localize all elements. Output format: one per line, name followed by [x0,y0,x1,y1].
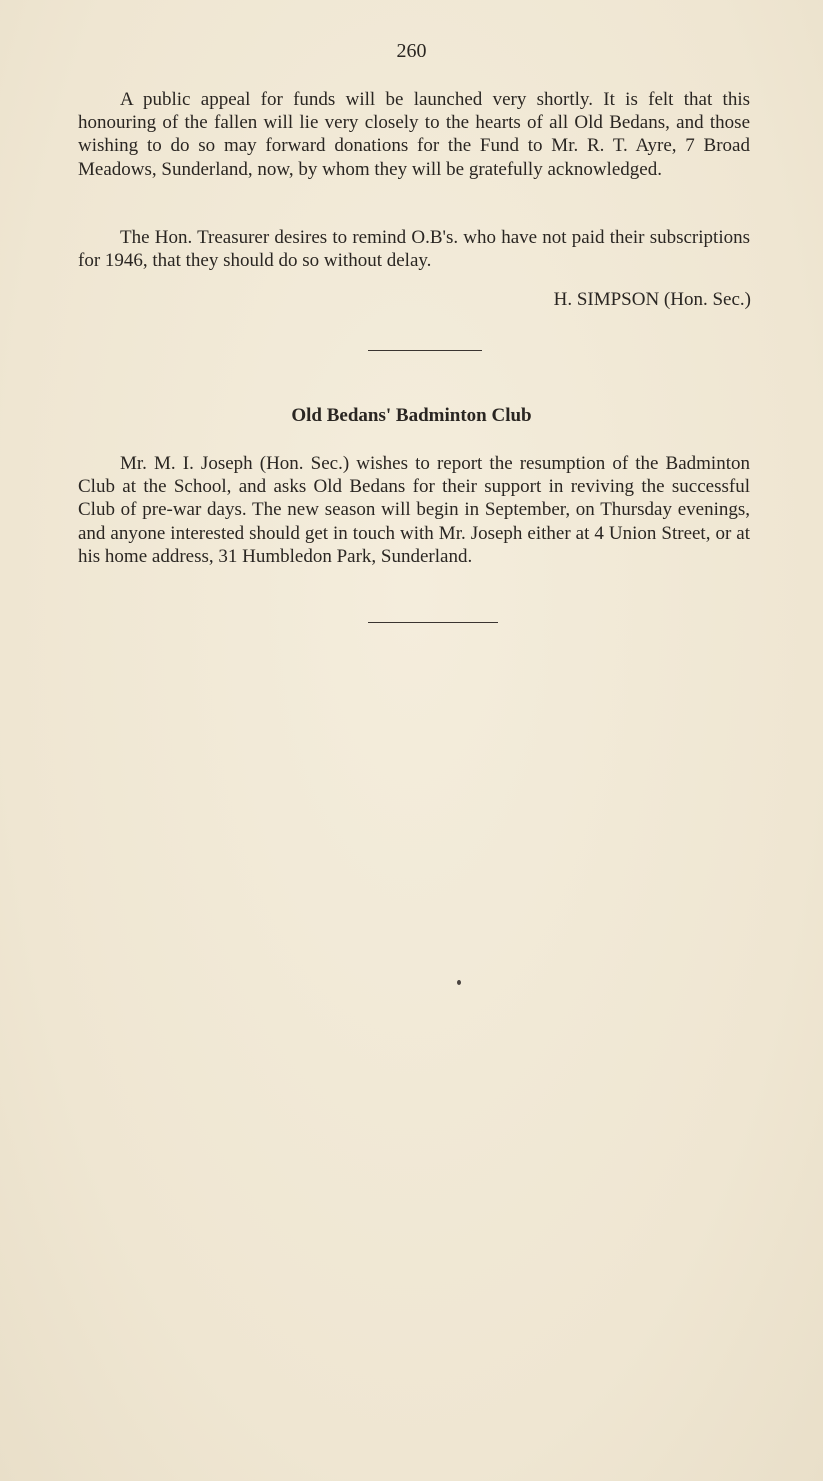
section-divider [368,350,482,351]
section-heading: Old Bedans' Badminton Club [291,405,532,426]
signature: H. SIMPSON (Hon. Sec.) [553,289,751,310]
treasurer-paragraph [78,226,750,272]
page-number: 260 [396,40,427,62]
end-divider [368,622,498,623]
appeal-paragraph-text: A public appeal for funds will be launched very shortly. It is felt that this honouring of the fallen will lie very closely to the hearts of all Old Bedans, and those wishing to do so may forward donations for the Fund to Mr. R. T. Ayre, 7 Broad Meadows, Sunderland, now, by whom they will be gratefully acknowledged. [78,89,750,180]
treasurer-paragraph-text: The Hon. Treasurer desires to remind O.B's. who have not paid their subscriptions for 1946, that they should do so without delay. [78,227,750,272]
appeal-paragraph [78,88,750,181]
badminton-paragraph-text: Mr. M. I. Joseph (Hon. Sec.) wishes to report the resumption of the Badminton Club at the School, and asks Old Bedans for their support in reviving the successful Club of pre-war days. The new season will begin in September, on Thursday evenings, and anyone interested should get in touch with Mr. Joseph either at 4 Union Street, or at his home address, 31 Humbledon Park, Sunderland. [78,453,750,567]
ink-speck [457,980,461,985]
badminton-paragraph [78,452,750,568]
